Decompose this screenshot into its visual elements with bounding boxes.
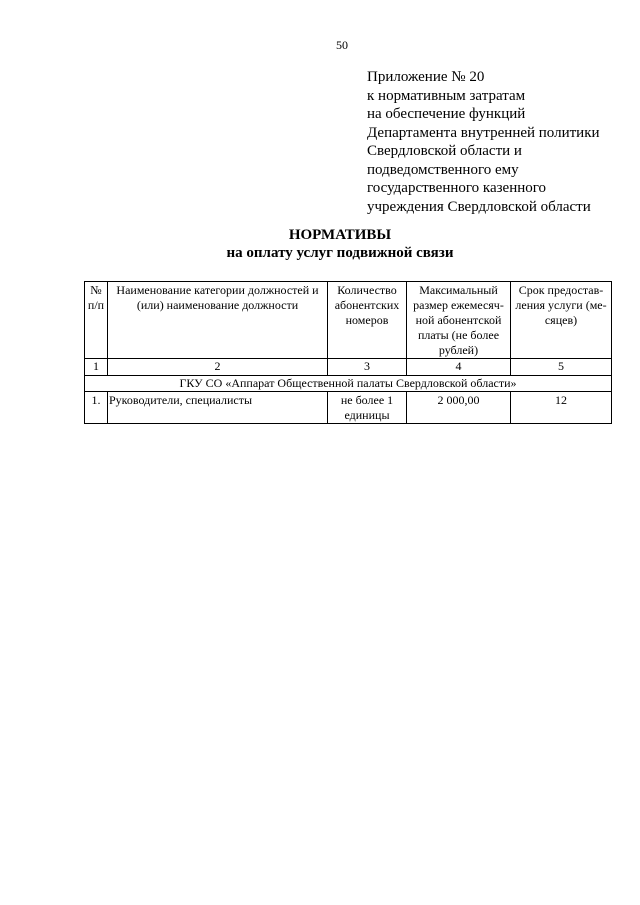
appendix-line: государственного казенного — [367, 180, 547, 196]
row-number: 1. — [85, 392, 108, 424]
header-cell-count: Количество абонентских номеров — [328, 282, 407, 359]
column-number: 4 — [407, 359, 511, 376]
column-number: 1 — [85, 359, 108, 376]
header-cell-number: № п/п — [85, 282, 108, 359]
table-header-row — [85, 282, 612, 359]
header-cell-term: Срок предостав-ления услуги (ме-сяцев) — [511, 282, 612, 359]
document-title: НОРМАТИВЫ — [288, 227, 392, 243]
page-number: 50 — [336, 38, 348, 52]
appendix-line: подведомственного ему — [367, 161, 519, 178]
norms-table — [84, 281, 612, 424]
document-subtitle: на оплату услуг подвижной связи — [226, 245, 454, 261]
appendix-line: к нормативным затратам — [367, 87, 526, 104]
header-cell-max-payment: Максимальный размер ежемесяч-ной абонентской платы (не более рублей) — [407, 282, 511, 359]
row-count: не более 1 единицы — [328, 392, 407, 424]
appendix-line: Свердловской области и — [367, 143, 522, 159]
header-cell-position: Наименование категории должностей и (или) наименование должности — [108, 282, 328, 359]
document-title-block — [0, 226, 640, 262]
appendix-line: Департамента внутренней политики — [367, 124, 600, 141]
appendix-block — [367, 68, 637, 216]
organization-row — [85, 376, 612, 392]
column-number-row — [85, 359, 612, 376]
column-number: 2 — [108, 359, 328, 376]
row-max-payment: 2 000,00 — [407, 392, 511, 424]
appendix-line: на обеспечение функций — [367, 106, 526, 122]
column-number: 3 — [328, 359, 407, 376]
table-row — [85, 392, 612, 424]
appendix-line: Приложение № 20 — [367, 69, 485, 85]
appendix-line: учреждения Свердловской области — [367, 198, 591, 215]
organization-name: ГКУ СО «Аппарат Общественной палаты Свердловской области» — [85, 376, 612, 392]
column-number: 5 — [511, 359, 612, 376]
row-term: 12 — [511, 392, 612, 424]
row-position-name: Руководители, специалисты — [108, 392, 328, 424]
